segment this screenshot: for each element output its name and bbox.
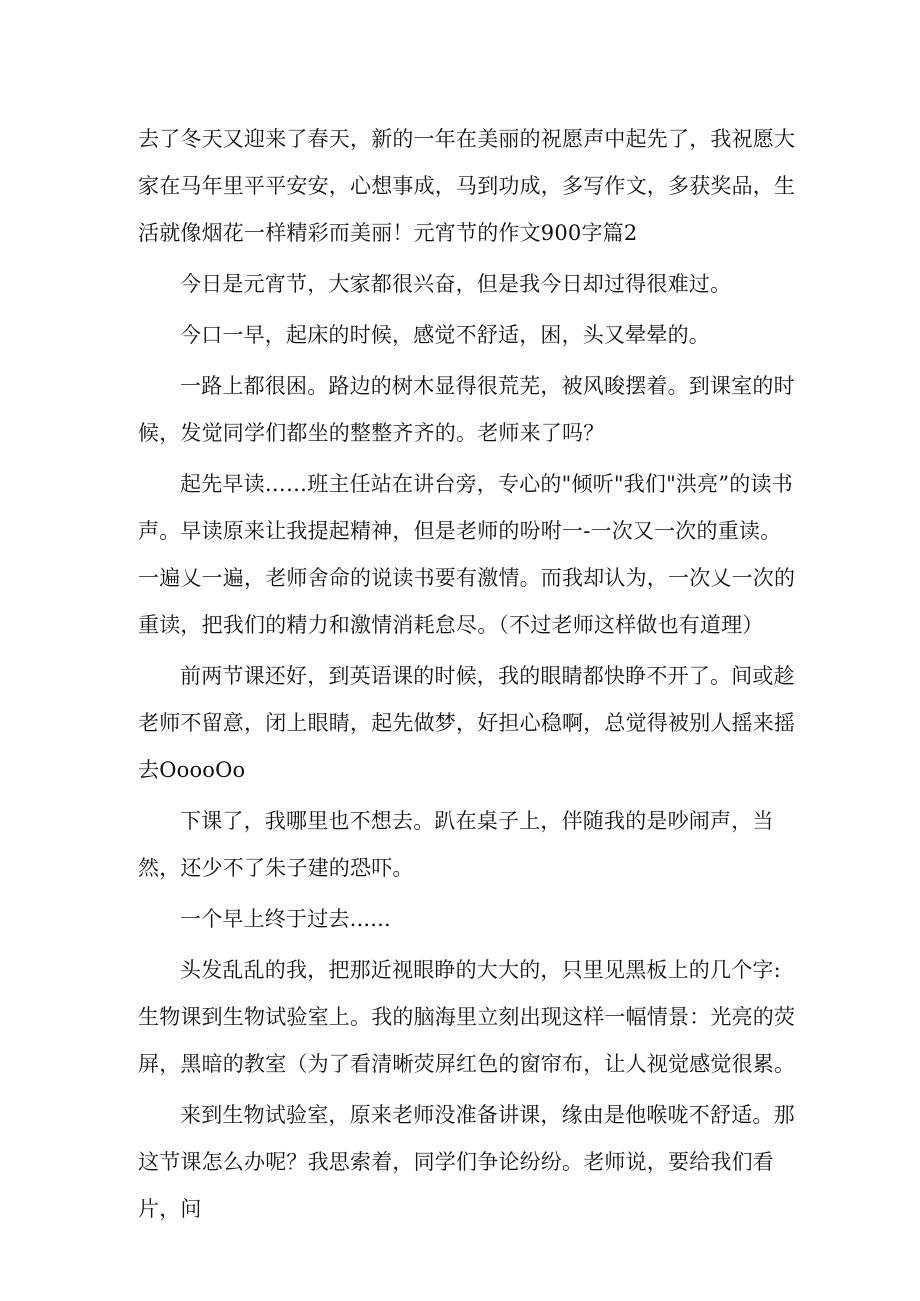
paragraph-5: 起先早读……班主任站在讲台旁，专心的"倾听"我们"洪亮”的读书声。早读原来让我提起精神，但是老师的吩咐一-一次又一次的重读。一遍乂一遍，老师舍命的说读书要有激情。而我却认为，一次乂一次的重读，把我们的精力和激情消耗怠尽。（不过老师这样做也有道理） xyxy=(138,472,796,637)
paragraph-6: 前两节课还好，到英语课的时候，我的眼睛都快睁不开了。间或趁老师不留意，闭上眼睛，起先做梦，好担心稳啊，总觉得被别人摇来摇去OooоOo xyxy=(138,664,796,782)
paragraph-4: 一路上都很困。路边的树木显得很荒芜，被风晙摆着。到课室的时候，发觉同学们都坐的整整齐齐的。老师来了吗？ xyxy=(138,374,795,445)
paragraph-1: 去了冬天又迎来了春天，新的一年在美丽的祝愿声中起先了，我祝愿大家在马年里平平安安，心想事成，马到功成，多写作文，多获奖品，生活就像烟花一样精彩而美丽！元宵节的作文900字篇2 xyxy=(138,127,796,245)
paragraph-2: 今日是元宵节，大家都很兴奋，但是我今日却过得很难过。 xyxy=(180,272,732,296)
paragraph-8: 一个早上终于过去...... xyxy=(180,907,391,931)
paragraph-10: 来到生物试验室，原来老师没准备讲课，缘由是他喉咙不舒适。那这节课怎么办呢？我思索着，同学们争论纷纷。老师说，要给我们看片，问 xyxy=(138,1103,795,1221)
paragraph-9: 头发乱乱的我，把那近视眼睁的大大的，只里见黑板上的几个字:生物课到生物试验室上。我的脑海里立刻出现这样一幅情景：光亮的荧屏，黑暗的教室（为了看清晰荧屏红色的窗帘布，让人视觉感觉很累。 xyxy=(138,958,796,1076)
paragraph-7: 下课了，我哪里也不想去。趴在桌子上，伴随我的是吵闹声，当然，还少不了朱子建的恐吓。 xyxy=(138,809,774,880)
paragraph-3: 今口一早，起床的时候，感觉不舒适，困，头又晕晕的。 xyxy=(180,323,710,347)
document-body xyxy=(138,116,798,1237)
